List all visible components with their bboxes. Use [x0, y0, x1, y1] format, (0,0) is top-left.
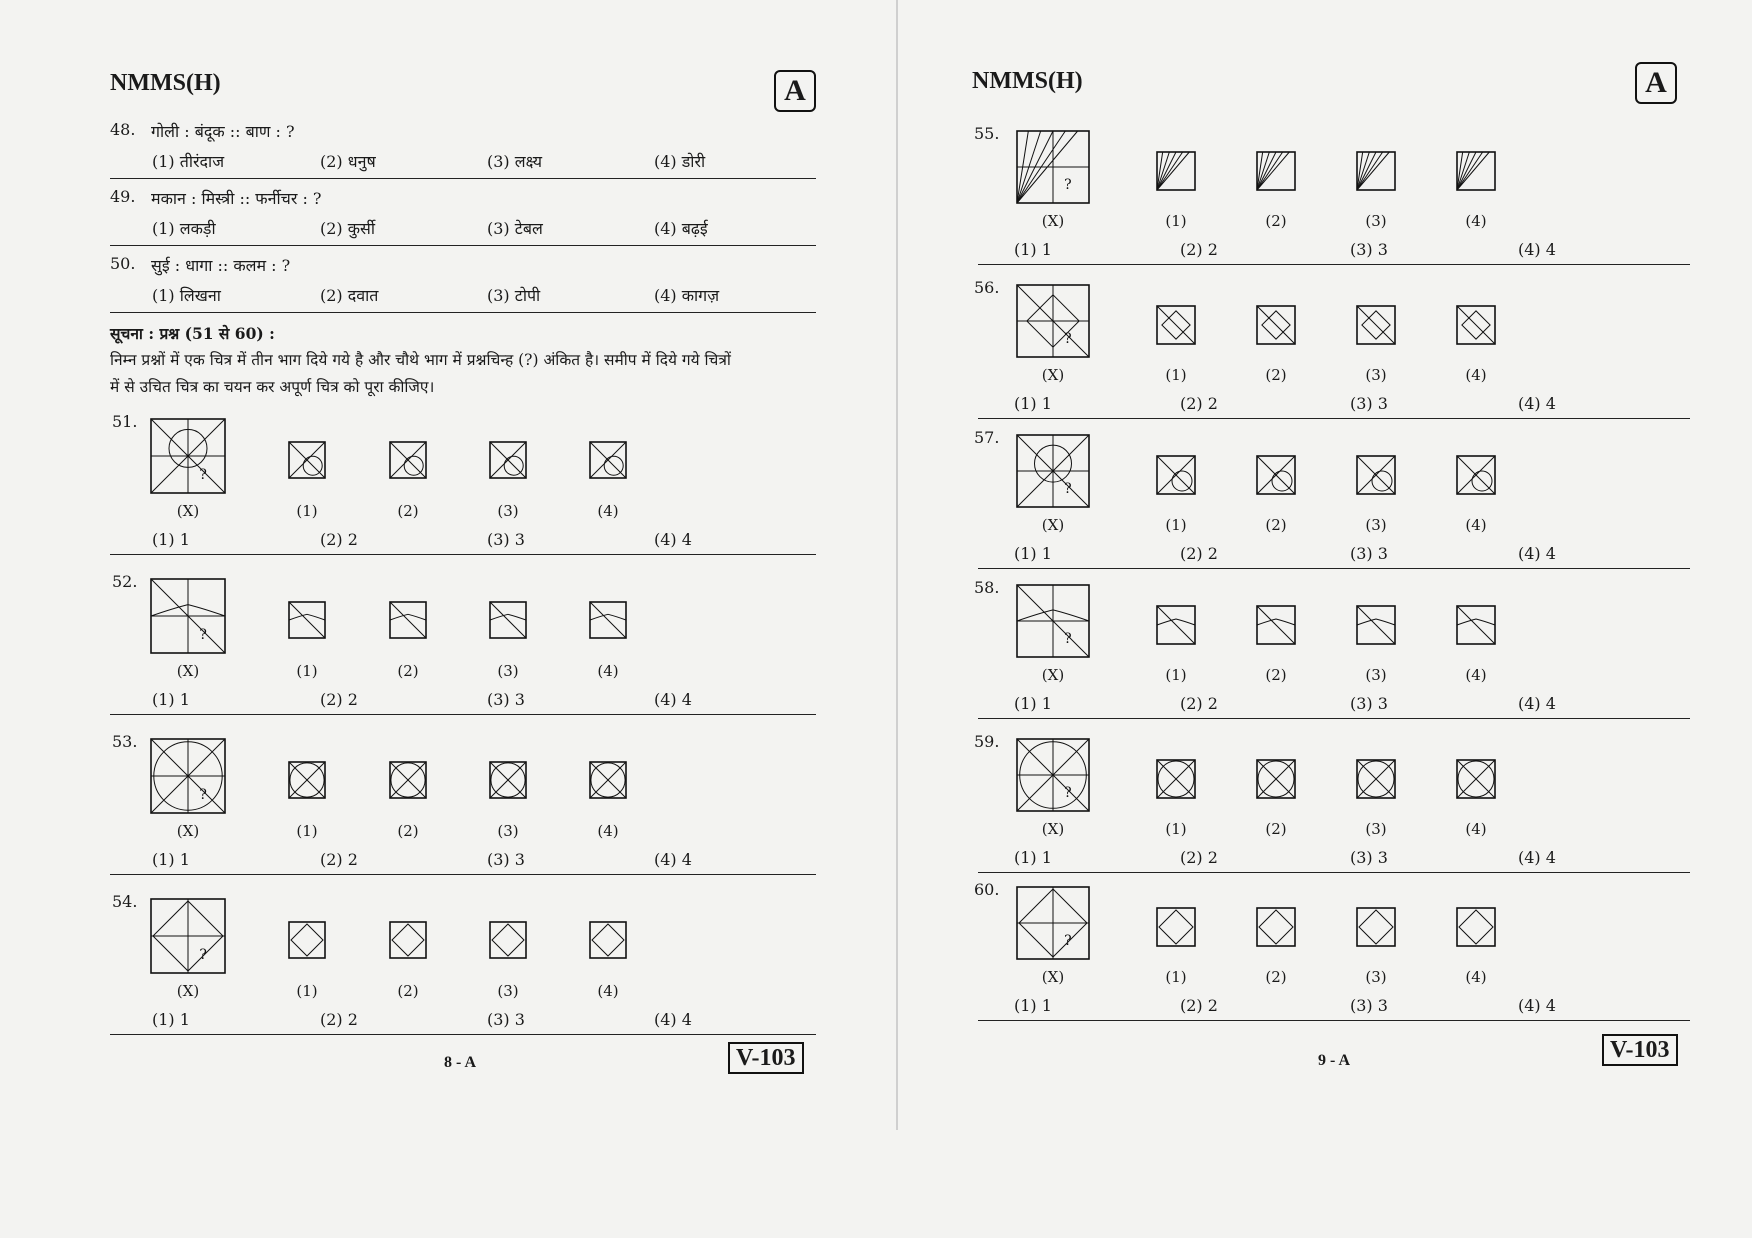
set-badge: A — [1635, 62, 1677, 104]
option-3[interactable]: (3) टेबल — [487, 219, 543, 238]
option-1[interactable]: (1) तीरंदाज — [152, 152, 225, 171]
question-text: मकान : मिस्त्री :: फर्नीचर : ? — [151, 189, 322, 208]
divider — [978, 872, 1690, 873]
answer-figure-3[interactable] — [1356, 455, 1396, 495]
option-4[interactable]: (4) 4 — [1518, 694, 1556, 713]
option-3[interactable]: (3) 3 — [1350, 694, 1388, 713]
option-figure-drawing — [1456, 759, 1496, 799]
option-2[interactable]: (2) धनुष — [320, 152, 376, 171]
question-mark: ? — [199, 626, 207, 643]
figure-label: (3) — [1365, 366, 1387, 384]
answer-figure-2[interactable] — [1256, 151, 1296, 191]
question-mark: ? — [1064, 631, 1072, 648]
figure-label: (3) — [497, 982, 519, 1000]
figure-label: (1) — [296, 822, 318, 840]
answer-figure-4[interactable] — [1456, 455, 1496, 495]
question-number: 57. — [974, 428, 1000, 447]
answer-figure-1[interactable] — [288, 441, 326, 479]
answer-figure-1[interactable] — [1156, 151, 1196, 191]
notice-line: में से उचित चित्र का चयन कर अपूर्ण चित्र को पूरा कीजिए। — [110, 378, 435, 396]
option-figure-drawing — [1356, 605, 1396, 645]
option-2[interactable]: (2) 2 — [1180, 240, 1218, 259]
option-figure-drawing — [1356, 151, 1396, 191]
option-2[interactable]: (2) 2 — [1180, 694, 1218, 713]
figure-label: (2) — [397, 662, 419, 680]
answer-figure-2[interactable] — [389, 921, 427, 959]
divider — [110, 245, 816, 246]
option-figure-drawing — [589, 601, 627, 639]
answer-figure-2[interactable] — [389, 761, 427, 799]
question-mark: ? — [1064, 785, 1072, 802]
divider — [978, 568, 1690, 569]
figure-label: (3) — [1365, 820, 1387, 838]
option-2[interactable]: (2) 2 — [320, 850, 358, 869]
option-figure-drawing — [288, 921, 326, 959]
figure-drawing — [150, 898, 226, 974]
figure-label: (X) — [1041, 968, 1065, 986]
figure-drawing — [150, 418, 226, 494]
question-figure — [150, 738, 226, 814]
figure-label: (3) — [497, 662, 519, 680]
notice-title: सूचना : प्रश्न (51 से 60) : — [110, 324, 275, 343]
answer-figure-2[interactable] — [1256, 605, 1296, 645]
exam-header: NMMS(H) — [110, 70, 221, 96]
option-3[interactable]: (3) लक्ष्य — [487, 152, 542, 171]
question-figure — [1016, 284, 1090, 358]
option-3[interactable]: (3) 3 — [487, 530, 525, 549]
divider — [110, 874, 816, 875]
figure-drawing — [1016, 584, 1090, 658]
option-2[interactable]: (2) 2 — [320, 690, 358, 709]
option-figure-drawing — [589, 761, 627, 799]
option-figure-drawing — [389, 441, 427, 479]
option-figure-drawing — [389, 601, 427, 639]
question-number: 54. — [112, 892, 138, 911]
option-figure-drawing — [1356, 759, 1396, 799]
figure-label: (1) — [1165, 366, 1187, 384]
option-3[interactable]: (3) 3 — [1350, 848, 1388, 867]
option-figure-drawing — [1156, 759, 1196, 799]
question-figure — [1016, 738, 1090, 812]
question-figure — [1016, 584, 1090, 658]
figure-drawing — [150, 578, 226, 654]
option-figure-drawing — [1156, 605, 1196, 645]
answer-figure-4[interactable] — [1456, 759, 1496, 799]
figure-label: (X) — [1041, 666, 1065, 684]
option-2[interactable]: (2) 2 — [320, 1010, 358, 1029]
question-number: 50. — [110, 254, 136, 273]
divider — [978, 418, 1690, 419]
answer-figure-2[interactable] — [1256, 759, 1296, 799]
option-4[interactable]: (4) 4 — [654, 530, 692, 549]
answer-figure-3[interactable] — [1356, 759, 1396, 799]
question-figure — [1016, 434, 1090, 508]
question-mark: ? — [199, 466, 207, 483]
page-number: 8 - A — [444, 1054, 476, 1071]
answer-figure-1[interactable] — [1156, 605, 1196, 645]
answer-figure-3[interactable] — [1356, 907, 1396, 947]
option-figure-drawing — [489, 761, 527, 799]
answer-figure-4[interactable] — [589, 761, 627, 799]
answer-figure-4[interactable] — [1456, 151, 1496, 191]
figure-label: (X) — [1041, 366, 1065, 384]
option-figure-drawing — [489, 921, 527, 959]
answer-figure-1[interactable] — [1156, 907, 1196, 947]
option-3[interactable]: (3) 3 — [1350, 240, 1388, 259]
figure-label: (3) — [1365, 212, 1387, 230]
question-figure — [150, 418, 226, 494]
figure-label: (4) — [597, 502, 619, 520]
option-2[interactable]: (2) 2 — [1180, 544, 1218, 563]
option-figure-drawing — [1156, 305, 1196, 345]
answer-figure-4[interactable] — [1456, 305, 1496, 345]
answer-figure-1[interactable] — [288, 761, 326, 799]
option-1[interactable]: (1) 1 — [1014, 848, 1052, 867]
option-2[interactable]: (2) दवात — [320, 286, 379, 305]
answer-figure-3[interactable] — [1356, 151, 1396, 191]
option-figure-drawing — [288, 601, 326, 639]
divider — [110, 178, 816, 179]
option-figure-drawing — [1256, 455, 1296, 495]
figure-label: (1) — [1165, 968, 1187, 986]
figure-label: (X) — [176, 982, 200, 1000]
option-1[interactable]: (1) 1 — [1014, 996, 1052, 1015]
question-mark: ? — [199, 786, 207, 803]
option-figure-drawing — [1156, 151, 1196, 191]
option-2[interactable]: (2) 2 — [1180, 848, 1218, 867]
question-mark: ? — [1064, 177, 1072, 194]
figure-label: (4) — [1465, 968, 1487, 986]
question-figure — [1016, 886, 1090, 960]
question-number: 55. — [974, 124, 1000, 143]
option-4[interactable]: (4) डोरी — [654, 152, 706, 171]
page-number: 9 - A — [1318, 1052, 1350, 1069]
figure-label: (X) — [176, 822, 200, 840]
figure-label: (2) — [1265, 212, 1287, 230]
option-3[interactable]: (3) 3 — [487, 1010, 525, 1029]
option-figure-drawing — [1156, 455, 1196, 495]
divider — [110, 554, 816, 555]
question-mark: ? — [1064, 331, 1072, 348]
option-2[interactable]: (2) 2 — [1180, 394, 1218, 413]
option-1[interactable]: (1) 1 — [1014, 544, 1052, 563]
option-4[interactable]: (4) कागज़ — [654, 286, 720, 305]
option-4[interactable]: (4) 4 — [1518, 544, 1556, 563]
option-1[interactable]: (1) लकड़ी — [152, 219, 216, 238]
question-mark: ? — [199, 946, 207, 963]
figure-label: (3) — [1365, 666, 1387, 684]
option-1[interactable]: (1) 1 — [152, 1010, 190, 1029]
figure-label: (2) — [397, 982, 419, 1000]
option-figure-drawing — [1256, 305, 1296, 345]
answer-figure-3[interactable] — [489, 601, 527, 639]
figure-label: (4) — [1465, 212, 1487, 230]
figure-label: (4) — [597, 662, 619, 680]
option-3[interactable]: (3) 3 — [1350, 394, 1388, 413]
divider — [978, 264, 1690, 265]
figure-drawing — [1016, 434, 1090, 508]
question-number: 58. — [974, 578, 1000, 597]
option-figure-drawing — [288, 761, 326, 799]
option-1[interactable]: (1) 1 — [1014, 240, 1052, 259]
figure-label: (2) — [1265, 820, 1287, 838]
figure-drawing — [1016, 130, 1090, 204]
option-3[interactable]: (3) टोपी — [487, 286, 541, 305]
divider — [978, 1020, 1690, 1021]
option-1[interactable]: (1) 1 — [1014, 394, 1052, 413]
figure-label: (3) — [1365, 516, 1387, 534]
figure-drawing — [150, 738, 226, 814]
right-page — [898, 0, 1752, 1238]
option-4[interactable]: (4) 4 — [654, 690, 692, 709]
option-3[interactable]: (3) 3 — [1350, 544, 1388, 563]
answer-figure-1[interactable] — [1156, 305, 1196, 345]
question-number: 60. — [974, 880, 1000, 899]
figure-label: (2) — [1265, 968, 1287, 986]
figure-label: (1) — [1165, 666, 1187, 684]
figure-label: (2) — [397, 822, 419, 840]
option-figure-drawing — [589, 441, 627, 479]
figure-label: (1) — [1165, 516, 1187, 534]
option-3[interactable]: (3) 3 — [1350, 996, 1388, 1015]
divider — [110, 1034, 816, 1035]
option-4[interactable]: (4) 4 — [1518, 996, 1556, 1015]
option-figure-drawing — [489, 601, 527, 639]
option-3[interactable]: (3) 3 — [487, 690, 525, 709]
answer-figure-2[interactable] — [1256, 305, 1296, 345]
figure-drawing — [1016, 738, 1090, 812]
paper-code: V-103 — [728, 1042, 804, 1074]
question-number: 56. — [974, 278, 1000, 297]
option-4[interactable]: (4) 4 — [654, 1010, 692, 1029]
question-number: 53. — [112, 732, 138, 751]
figure-label: (1) — [1165, 212, 1187, 230]
answer-figure-1[interactable] — [288, 921, 326, 959]
option-3[interactable]: (3) 3 — [487, 850, 525, 869]
answer-figure-3[interactable] — [489, 761, 527, 799]
figure-label: (2) — [1265, 366, 1287, 384]
option-2[interactable]: (2) कुर्सी — [320, 219, 375, 238]
option-figure-drawing — [389, 921, 427, 959]
question-figure — [150, 578, 226, 654]
question-number: 52. — [112, 572, 138, 591]
option-figure-drawing — [1356, 455, 1396, 495]
option-figure-drawing — [489, 441, 527, 479]
paper-code: V-103 — [1602, 1034, 1678, 1066]
answer-figure-1[interactable] — [1156, 455, 1196, 495]
option-1[interactable]: (1) 1 — [1014, 694, 1052, 713]
option-4[interactable]: (4) 4 — [1518, 848, 1556, 867]
option-2[interactable]: (2) 2 — [320, 530, 358, 549]
answer-figure-4[interactable] — [589, 921, 627, 959]
question-number: 48. — [110, 120, 136, 139]
option-figure-drawing — [1256, 907, 1296, 947]
figure-label: (4) — [1465, 666, 1487, 684]
option-figure-drawing — [1356, 907, 1396, 947]
option-1[interactable]: (1) 1 — [152, 530, 190, 549]
figure-label: (X) — [1041, 516, 1065, 534]
answer-figure-3[interactable] — [1356, 605, 1396, 645]
answer-figure-2[interactable] — [389, 601, 427, 639]
figure-label: (4) — [597, 982, 619, 1000]
answer-figure-3[interactable] — [1356, 305, 1396, 345]
answer-figure-3[interactable] — [489, 921, 527, 959]
figure-label: (4) — [597, 822, 619, 840]
figure-label: (X) — [176, 662, 200, 680]
figure-drawing — [1016, 886, 1090, 960]
figure-label: (4) — [1465, 516, 1487, 534]
question-text: सुई : धागा :: कलम : ? — [151, 256, 291, 275]
option-figure-drawing — [1256, 759, 1296, 799]
answer-figure-2[interactable] — [1256, 455, 1296, 495]
answer-figure-4[interactable] — [1456, 605, 1496, 645]
figure-label: (X) — [1041, 212, 1065, 230]
figure-label: (3) — [1365, 968, 1387, 986]
figure-drawing — [1016, 284, 1090, 358]
option-figure-drawing — [589, 921, 627, 959]
option-figure-drawing — [1456, 305, 1496, 345]
question-number: 49. — [110, 187, 136, 206]
figure-label: (1) — [1165, 820, 1187, 838]
option-figure-drawing — [1456, 605, 1496, 645]
figure-label: (1) — [296, 662, 318, 680]
figure-label: (2) — [1265, 666, 1287, 684]
question-mark: ? — [1064, 933, 1072, 950]
divider — [110, 312, 816, 313]
option-figure-drawing — [288, 441, 326, 479]
notice-line: निम्न प्रश्नों में एक चित्र में तीन भाग दिये गये है और चौथे भाग में प्रश्नचिन्ह (?) अंकित है। समीप में दिये गये चित्रों — [110, 351, 731, 369]
answer-figure-2[interactable] — [389, 441, 427, 479]
answer-figure-2[interactable] — [1256, 907, 1296, 947]
option-figure-drawing — [1156, 907, 1196, 947]
figure-label: (X) — [176, 502, 200, 520]
option-4[interactable]: (4) 4 — [1518, 240, 1556, 259]
option-figure-drawing — [1456, 907, 1496, 947]
figure-label: (1) — [296, 502, 318, 520]
question-figure — [1016, 130, 1090, 204]
figure-label: (2) — [397, 502, 419, 520]
answer-figure-1[interactable] — [1156, 759, 1196, 799]
figure-label: (1) — [296, 982, 318, 1000]
option-1[interactable]: (1) 1 — [152, 690, 190, 709]
figure-label: (X) — [1041, 820, 1065, 838]
option-figure-drawing — [389, 761, 427, 799]
answer-figure-4[interactable] — [1456, 907, 1496, 947]
answer-figure-1[interactable] — [288, 601, 326, 639]
option-figure-drawing — [1456, 151, 1496, 191]
figure-label: (4) — [1465, 820, 1487, 838]
option-2[interactable]: (2) 2 — [1180, 996, 1218, 1015]
figure-label: (2) — [1265, 516, 1287, 534]
divider — [110, 714, 816, 715]
question-figure — [150, 898, 226, 974]
option-1[interactable]: (1) लिखना — [152, 286, 221, 305]
set-badge: A — [774, 70, 816, 112]
question-text: गोली : बंदूक :: बाण : ? — [151, 122, 295, 141]
option-1[interactable]: (1) 1 — [152, 850, 190, 869]
option-figure-drawing — [1356, 305, 1396, 345]
option-4[interactable]: (4) बढ़ई — [654, 219, 708, 238]
figure-label: (3) — [497, 502, 519, 520]
option-4[interactable]: (4) 4 — [1518, 394, 1556, 413]
option-figure-drawing — [1256, 605, 1296, 645]
question-number: 51. — [112, 412, 138, 431]
question-mark: ? — [1064, 481, 1072, 498]
answer-figure-3[interactable] — [489, 441, 527, 479]
answer-figure-4[interactable] — [589, 601, 627, 639]
figure-label: (4) — [1465, 366, 1487, 384]
figure-label: (3) — [497, 822, 519, 840]
question-number: 59. — [974, 732, 1000, 751]
exam-header: NMMS(H) — [972, 68, 1083, 94]
option-figure-drawing — [1256, 151, 1296, 191]
option-4[interactable]: (4) 4 — [654, 850, 692, 869]
divider — [978, 718, 1690, 719]
answer-figure-4[interactable] — [589, 441, 627, 479]
option-figure-drawing — [1456, 455, 1496, 495]
